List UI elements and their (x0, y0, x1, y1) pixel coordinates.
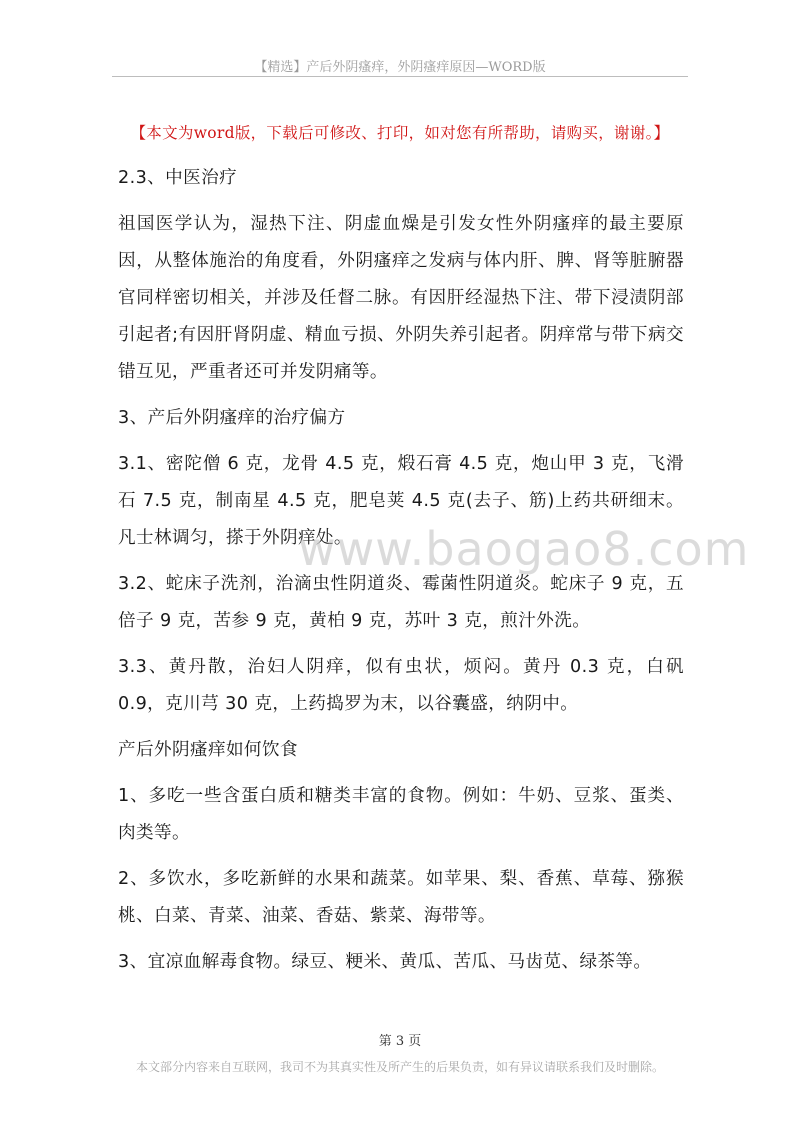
header-divider (112, 76, 688, 77)
footer-disclaimer: 本文部分内容来自互联网，我司不为其真实性及所产生的后果负责，如有异议请联系我们及时删除。 (135, 1060, 664, 1074)
section-heading-diet: 产后外阴瘙痒如何饮食 (118, 740, 298, 760)
section-heading-remedies: 3、产后外阴瘙痒的治疗偏方 (118, 408, 346, 428)
paragraph-tcm-theory: 祖国医学认为，湿热下注、阴虚血燥是引发女性外阴瘙痒的最主要原因，从整体施治的角度看，外阴瘙痒之发病与体内肝、脾、肾等脏腑器官同样密切相关，并涉及任督二脉。有因肝经湿热下注、带下浸渍阴部引起者;有因肝肾阴虚、精血亏损、外阴失养引起者。阴痒常与带下病交错互见，严重者还可并发阴痛等。 (118, 214, 684, 382)
page-header-title: 【精选】产后外阴瘙痒，外阴瘙痒原因—WORD版 (254, 60, 546, 75)
section-heading-tcm: 2.3、中医治疗 (118, 168, 238, 188)
paragraph-diet-3: 3、宜凉血解毒食物。绿豆、粳米、黄瓜、苦瓜、马齿苋、绿茶等。 (118, 952, 652, 972)
paragraph-remedy-3-1: 3.1、密陀僧 6 克，龙骨 4.5 克，煅石膏 4.5 克，炮山甲 3 克，飞滑石 7.5 克，制南星 4.5 克，肥皂荚 4.5 克(去子、筋)上药共研细末。凡士林调匀，搽于外阴痒处。 (118, 454, 684, 548)
red-notice-text: 【本文为word版，下载后可修改、打印，如对您有所帮助，请购买，谢谢。】 (130, 124, 670, 142)
paragraph-remedy-3-3: 3.3、黄丹散，治妇人阴痒，似有虫状，烦闷。黄丹 0.3 克，白矾 0.9，克川芎 30 克，上药捣罗为末，以谷囊盛，纳阴中。 (118, 657, 684, 714)
watermark-text: www.baogao8.com (298, 522, 750, 576)
paragraph-diet-2: 2、多饮水，多吃新鲜的水果和蔬菜。如苹果、梨、香蕉、草莓、猕猴桃、白菜、青菜、油菜、香菇、紫菜、海带等。 (118, 869, 684, 926)
paragraph-diet-1: 1、多吃一些含蛋白质和糖类丰富的食物。例如：牛奶、豆浆、蛋类、肉类等。 (118, 786, 684, 843)
paragraph-remedy-3-2: 3.2、蛇床子洗剂，治滴虫性阴道炎、霉菌性阴道炎。蛇床子 9 克，五倍子 9 克，苦参 9 克，黄柏 9 克，苏叶 3 克，煎汁外洗。 (118, 574, 684, 631)
document-body (118, 160, 684, 990)
page-number: 第 3 页 (378, 1034, 422, 1049)
